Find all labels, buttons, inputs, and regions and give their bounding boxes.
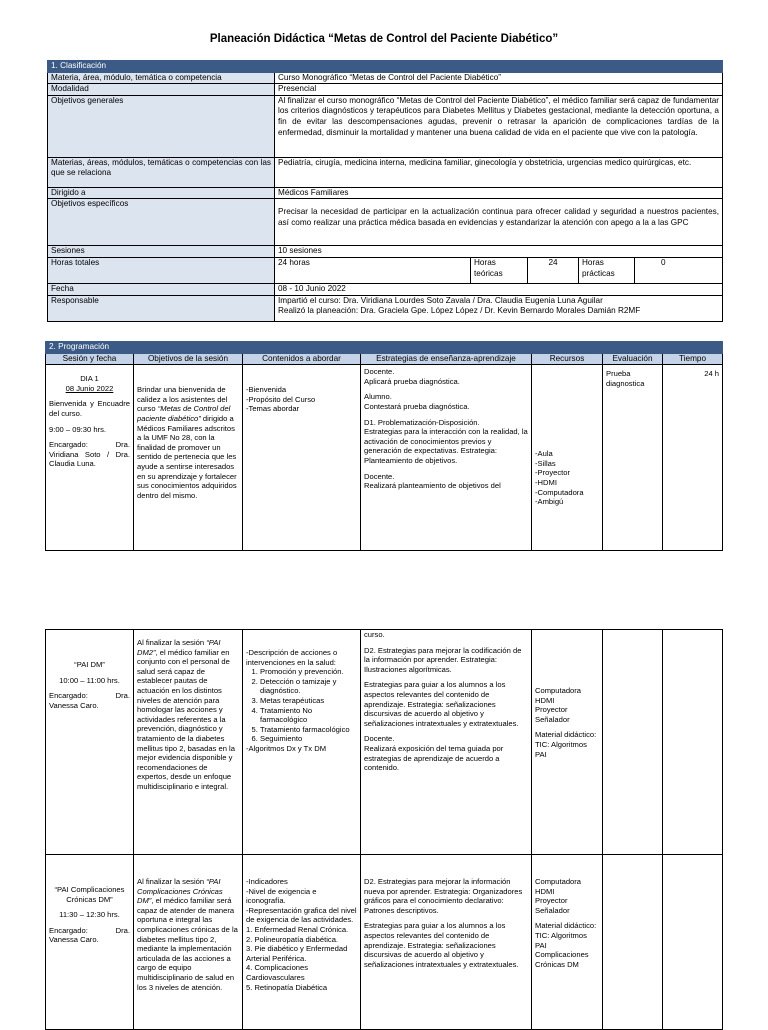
dia1-encargado: Encargado: Dra. Viridiana Soto / Dra. Claudia Luna. [49,440,130,469]
clasificacion-table [47,60,723,322]
row-label-objetivos-generales: Objetivos generales [48,95,275,157]
dia1-evaluacion: Prueba diagnostica [603,365,663,551]
row-value-sesiones: 10 sesiones [275,246,723,258]
programacion-table [45,341,723,551]
complicaciones-contenidos: -Indicadores -Nivel de exigencia e iconografía. -Representación grafica del nivel de exigencia de las actividades. 1. Enfermedad Renal Crónica. 2. Polineuropatía diabética. 3. Pie diabético y Enfermedad Arterial Periférica. 4. Complicaciones Cardiovasculares 5. Retinopatía Diabética [243,855,361,1030]
complicaciones-time: 11:30 – 12:30 hrs. [59,910,120,920]
horas-practicas-label: Horas prácticas [579,257,635,283]
dia1-time: 9:00 – 09:30 hrs. [49,424,106,434]
section-1-header: 1. Clasificación [48,61,723,73]
col-tiempo: Tiempo [663,353,723,365]
complicaciones-evaluacion [603,855,663,1030]
complicaciones-recursos: Computadora HDMI Proyector Señalador Material didáctico: TIC: Algoritmos PAI Complicaciones Crónicas DM [532,855,603,1030]
row-value-modalidad: Presencial [275,84,723,96]
row-value-objetivos-generales: Al finalizar el curso monográfico “Metas de Control del Paciente Diabético”, el médico familiar será capaz de fundamentar los criterios diagnósticos y terapéuticos para Diabetes Mellitus y Diabetes gestacional, mediante la detección oportuna, a fin de evitar las descompensaciones agudas, prevenir o retrasar la aparición de complicaciones tardías de la enfermedad, disminuir la mortalidad y mantener una buena calidad de vida en el paciente que vive con la patología. [275,95,723,157]
complicaciones-estrategias: D2. Estrategias para mejorar la información nueva por aprender. Estrategia: Organizadores gráficos para el conocimiento declarativo: Patrones descriptivos. Estrategias para guiar a los alumnos a los aspectos relevantes del contenido de aprendizaje. Estrategia: señalizaciones discursivas de acuerdo al objetivo y señalizaciones intratextuales y extratextuales. [361,855,532,1030]
pai-encargado: Encargado: Dra. Vanessa Caro. [49,691,130,710]
dia1-objetivo: Brindar una bienvenida de calidez a los asistentes del curso “Metas de Control del paciente diabético” dirigido a Médicos Familiares adscritos a la UMF No 28, con la finalidad de promover un sentido de pertenecia que les ayude a sentirse interesados en su aprendizaje y fortalecer sus conocimientos adquiridos dentro del mismo. [134,365,243,551]
document-title: Planeación Didáctica “Metas de Control del Paciente Diabético” [209,33,559,45]
row-value-objetivos-especificos: Precisar la necesidad de participar en la actualización continua para ofrecer calidad y seguridad a nuestros pacientes, así como realizar una práctica médica basada en evidencias y estandarizar la atención con apego a la a las GPC [275,199,723,246]
col-estrategias: Estrategias de enseñanza-aprendizaje [361,353,532,365]
pai-estrategias: curso. D2. Estrategias para mejorar la codificación de la información por aprender. Estrategia: Ilustraciones algorítmicas. Estrategias para guiar a los alumnos a los aspectos relevantes del contenido de aprendizaje. Estrategia: señalizaciones discursivas de acuerdo al objetivo y señalizaciones intratextuales y extratextuales. Docente. Realizará exposición del tema guiada por estrategias de aprendizaje de acuerdo a contenido. [361,630,532,855]
row-label-dirigido: Dirigido a [48,187,275,199]
dia1-contenidos: -Bienvenida -Propósito del Curso -Temas abordar [243,365,361,551]
row-label-sesiones: Sesiones [48,246,275,258]
row-label-fecha: Fecha [48,283,275,295]
responsable-line-1: Impartió el curso: Dra. Viridiana Lourdes Soto Zavala / Dra. Claudia Eugenia Luna Aguilar [278,295,603,305]
col-sesion-fecha: Sesión y fecha [46,353,134,365]
pai-objetivo: Al finalizar la sesión “PAI DM2”, el médico familiar en conjunto con el personal de salud será capaz de establecer pautas de actuación en los distintos niveles de atención para homologar las acciones y actividades referentes a la prevención, diagnóstico y tratamiento de la diabetes mellitus tipo 2, basadas en la mejor evidencia disponible y recomendaciones de expertos, desde un enfoque multidisciplinario e integral. [134,630,243,855]
dia1-day: DIA 1 [80,374,99,384]
pai-recursos: Computadora HDMI Proyector Señalador Material didáctico: TIC: Algoritmos PAI [532,630,603,855]
complicaciones-session-name: “PAI Complicaciones Crónicas DM” [54,885,125,904]
pai-tiempo [663,630,723,855]
programacion-continuation-table [45,629,723,1030]
complicaciones-objetivo: Al finalizar la sesión “PAI Complicaciones Crónicas DM”, el médico familiar será capaz de atender de manera oportuna e integral las complicaciones crónicas de la diabetes mellitus tipo 2, mediante la implementación articulada de las acciones a cargo de equipo multidisciplinario de salud en los 3 niveles de atención. [134,855,243,1030]
pai-session-name: “PAI DM” [74,660,105,669]
complicaciones-sesion-cell [46,855,134,1030]
row-label-objetivos-especificos: Objetivos específicos [48,199,275,246]
dia1-session-name: Bienvenida y Encuadre del curso. [49,399,130,418]
horas-teoricas-value: 24 [528,257,579,283]
pai-contenidos: -Descripción de acciones o intervenciones en la salud: 1. Promoción y prevención. 2. Detección o tamizaje y diagnóstico. 3. Metas terapéuticas 4. Tratamiento No farmacológico 5. Tratamiento farmacológico 6. Seguimiento -Algoritmos Dx y Tx DM [243,630,361,855]
horas-totales-value: 24 horas [275,257,471,283]
col-evaluacion: Evaluación [603,353,663,365]
complicaciones-encargado: Encargado: Dra. Vanessa Caro. [49,925,130,945]
pai-time: 10:00 – 11:00 hrs. [59,675,120,685]
responsable-line-2: Realizó la planeación: Dra. Graciela Gpe. López López / Dr. Kevin Bernardo Morales Damián R2MF [278,306,641,316]
horas-practicas-value: 0 [635,257,723,283]
dia1-estrategias: Docente. Aplicará prueba diagnóstica. Alumno. Contestará prueba diagnóstica. D1. Problematización-Disposición. Estrategias para la interacción con la realidad, la activación de conocimientos previos y generación de expectativas. Estrategia: Planteamiento de objetivos. Docente. Realizará planteamiento de objetivos del [361,365,532,551]
complicaciones-tiempo [663,855,723,1030]
dia1-tiempo: 24 h [663,365,723,551]
col-contenidos: Contenidos a abordar [243,353,361,365]
dia1-recursos: -Aula -Sillas -Proyector -HDMI -Computadora -Ambigú [532,365,603,551]
horas-teoricas-label: Horas teóricas [471,257,528,283]
row-label-responsable: Responsable [48,295,275,321]
col-recursos: Recursos [532,353,603,365]
dia1-date: 08 Junio 2022 [65,383,114,393]
col-objetivos: Objetivos de la sesión [134,353,243,365]
row-value-dirigido: Médicos Familiares [275,187,723,199]
row-label-horas-totales: Horas totales [48,257,275,283]
section-2-header: 2. Programación [46,342,723,354]
row-value-responsable [275,295,723,321]
dia1-sesion-cell [46,365,134,551]
pai-sesion-cell [46,630,134,855]
row-label-materias-relacion: Materias, áreas, módulos, temáticas o competencias con las que se relaciona [48,157,275,187]
row-value-fecha: 08 - 10 Junio 2022 [275,283,723,295]
row-value-materia: Curso Monográfico “Metas de Control del Paciente Diabético” [275,72,723,84]
row-label-modalidad: Modalidad [48,84,275,96]
row-value-materias-relacion: Pediatría, cirugía, medicina interna, medicina familiar, ginecología y obstetricia, urgencias medico quirúrgicas, etc. [275,157,723,187]
row-label-materia: Materia, área, módulo, temática o competencia [48,72,275,84]
pai-evaluacion [603,630,663,855]
